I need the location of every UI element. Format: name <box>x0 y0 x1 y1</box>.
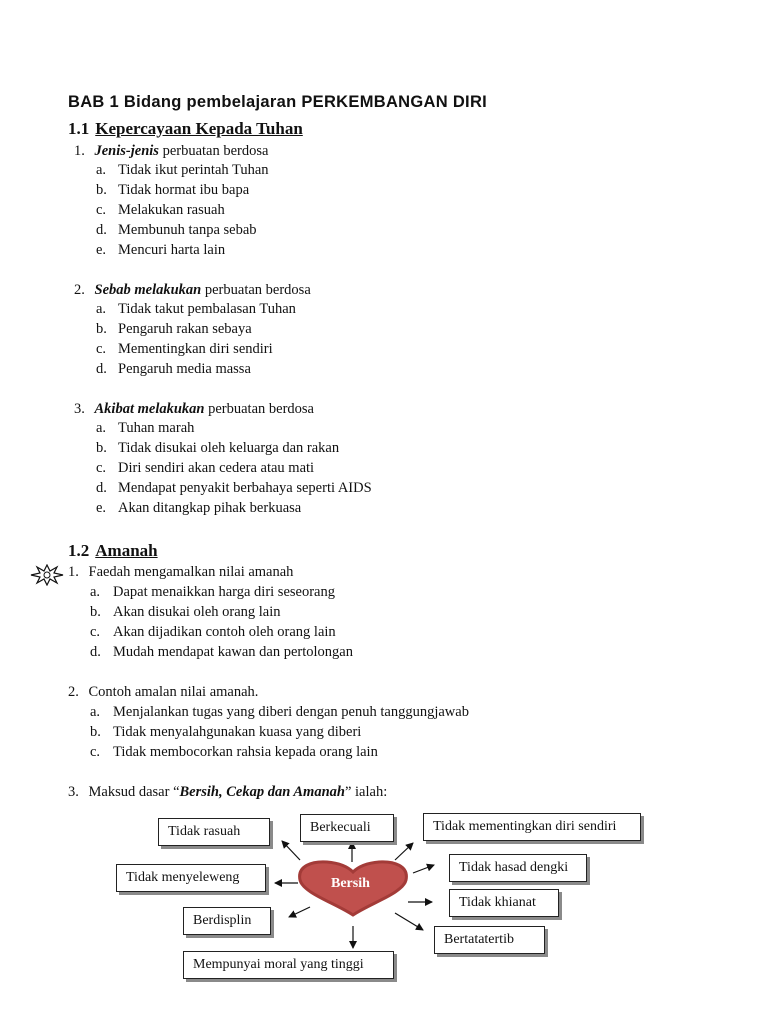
list-item-letter: d. <box>96 480 107 496</box>
list-item-letter: a. <box>96 420 107 436</box>
box-tidak-rasuah: Tidak rasuah <box>158 818 270 846</box>
list-item-letter: a. <box>96 301 107 317</box>
list-item-letter: b. <box>90 604 101 620</box>
list-item-text: Membunuh tanpa sebab <box>118 222 257 238</box>
arrow-to-tidak-mementingkan <box>395 843 413 860</box>
heart-label: Bersih <box>331 876 370 891</box>
list-item-text: Mendapat penyakit berbahaya seperti AIDS <box>118 480 372 496</box>
box-tidak-menyeleweng: Tidak menyeleweng <box>116 864 266 892</box>
list-item-letter: b. <box>96 440 107 456</box>
list-item-letter: c. <box>96 202 107 218</box>
list-item-letter: e. <box>96 500 107 516</box>
question-number: 2. <box>68 684 79 700</box>
list-item-letter: a. <box>90 704 101 720</box>
box-berkecuali: Berkecuali <box>300 814 394 842</box>
question-text: perbuatan berdosa <box>204 401 314 417</box>
question-keyword: Akibat melakukan <box>94 401 205 417</box>
box-tidak-khianat: Tidak khianat <box>449 889 559 917</box>
list-item-text: Tidak menyalahgunakan kuasa yang diberi <box>113 724 362 740</box>
list-item-text: Tidak disukai oleh keluarga dan rakan <box>118 440 340 456</box>
box-tidak-hasad: Tidak hasad dengki <box>449 854 587 882</box>
list-item-letter: a. <box>90 584 101 600</box>
section-title: Amanah <box>95 541 158 560</box>
list-item-text: Pengaruh media massa <box>118 361 251 377</box>
list-item-letter: e. <box>96 242 107 258</box>
list-item-text: Menjalankan tugas yang diberi dengan penuh tanggungjawab <box>113 704 469 720</box>
list-item-text: Tidak hormat ibu bapa <box>118 182 250 198</box>
list-item-letter: c. <box>96 341 107 357</box>
question-keyword: Bersih, Cekap dan Amanah <box>179 784 345 800</box>
list-item-text: Dapat menaikkan harga diri seseorang <box>113 584 335 600</box>
question-text: Contoh amalan nilai amanah. <box>88 684 259 700</box>
question-text-pre: Maksud dasar “ <box>88 784 180 800</box>
arrow-to-tidak-rasuah <box>282 841 300 860</box>
list-item-letter: b. <box>96 321 107 337</box>
chapter-heading: BAB 1 Bidang pembelajaran PERKEMBANGAN DIRI <box>68 93 488 111</box>
list-item-text: Pengaruh rakan sebaya <box>118 321 252 337</box>
list-item-text: Mudah mendapat kawan dan pertolongan <box>113 644 353 660</box>
list-item-text: Diri sendiri akan cedera atau mati <box>118 460 315 476</box>
list-item-letter: d. <box>90 644 101 660</box>
box-bertatatertib: Bertatatertib <box>434 926 545 954</box>
question-number: 3. <box>68 784 79 800</box>
list-item-text: Tidak takut pembalasan Tuhan <box>118 301 296 317</box>
list-item-letter: c. <box>90 624 101 640</box>
box-berdisplin: Berdisplin <box>183 907 271 935</box>
arrow-to-bertatatertib <box>395 913 423 930</box>
list-item-text: Melakukan rasuah <box>118 202 225 218</box>
question-keyword: Sebab melakukan <box>94 282 202 298</box>
list-item-text: Akan dijadikan contoh oleh orang lain <box>113 624 336 640</box>
question-text: Faedah mengamalkan nilai amanah <box>88 564 294 580</box>
section-number: 1.1 <box>68 119 90 138</box>
question-text: perbuatan berdosa <box>201 282 311 298</box>
list-item-text: Tuhan marah <box>118 420 195 436</box>
list-item-text: Mementingkan diri sendiri <box>118 341 273 357</box>
list-item-text: Akan disukai oleh orang lain <box>113 604 281 620</box>
list-item-letter: a. <box>96 162 107 178</box>
question-text-post: ” ialah: <box>344 784 388 800</box>
list-item-letter: d. <box>96 361 107 377</box>
box-tidak-mementingkan: Tidak mementingkan diri sendiri <box>423 813 641 841</box>
question-number: 2. <box>74 282 85 298</box>
question-keyword: Jenis-jenis <box>94 143 159 159</box>
section-number: 1.2 <box>68 541 90 560</box>
list-item-text: Akan ditangkap pihak berkuasa <box>118 500 302 516</box>
list-item-letter: b. <box>96 182 107 198</box>
list-item-text: Tidak membocorkan rahsia kepada orang lain <box>113 744 378 760</box>
question-text: perbuatan berdosa <box>158 143 269 159</box>
question-number: 3. <box>74 401 85 417</box>
list-item-letter: c. <box>96 460 107 476</box>
list-item-letter: d. <box>96 222 107 238</box>
list-item-letter: c. <box>90 744 101 760</box>
question-number: 1. <box>74 143 85 159</box>
box-moral: Mempunyai moral yang tinggi <box>183 951 394 979</box>
arrow-to-berdisplin <box>289 907 310 917</box>
list-item-letter: b. <box>90 724 101 740</box>
list-item-text: Tidak ikut perintah Tuhan <box>118 162 269 178</box>
question-number: 1. <box>68 564 79 580</box>
arrow-to-tidak-hasad <box>413 865 434 873</box>
list-item-text: Mencuri harta lain <box>118 242 226 258</box>
section-title: Kepercayaan Kepada Tuhan <box>95 119 303 138</box>
